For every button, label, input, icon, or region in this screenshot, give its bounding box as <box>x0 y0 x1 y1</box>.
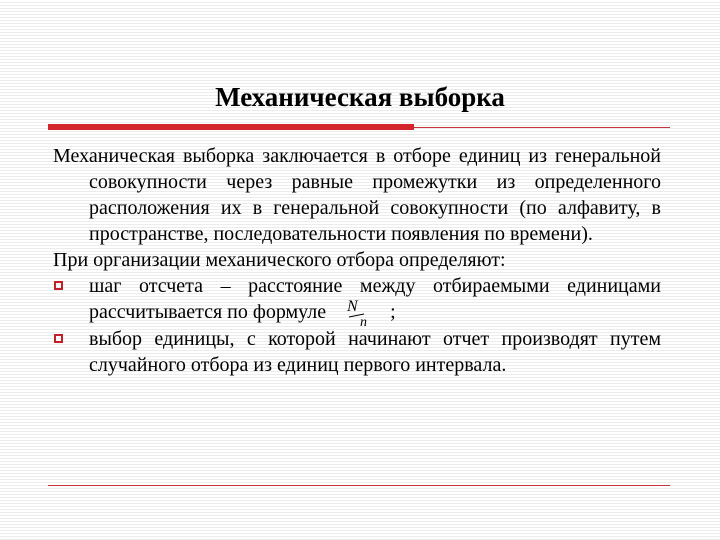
bullet-item-step <box>53 273 661 326</box>
formula-n-over-n <box>340 298 380 328</box>
bullet-item-start <box>53 326 661 378</box>
bullet-step-suffix: ; <box>390 301 396 323</box>
hollow-square-icon <box>54 334 63 343</box>
slide-body <box>53 143 661 378</box>
slide-title: Механическая выборка <box>215 82 505 112</box>
svg-text:N: N <box>347 298 358 315</box>
svg-text:n: n <box>360 315 368 328</box>
title-underline-red <box>48 124 414 130</box>
bullet-start-text: выбор единицы, с которой начинают отчет производят путем случайного отбора из единиц первого интервала. <box>89 328 661 376</box>
hollow-square-icon <box>54 281 63 290</box>
bottom-rule <box>48 485 670 486</box>
bullet-step-text: шаг отсчета – расстояние между отбираемыми единицами рассчитывается по формуле <box>89 275 661 323</box>
lead-in-paragraph: При организации механического отбора определяют: <box>53 249 506 271</box>
title-underline-thin <box>414 127 670 128</box>
definition-paragraph: Механическая выборка заключается в отборе единиц из генеральной совокупности через равные промежутки из определенного расположения их в генеральной совокупности (по алфавиту, в пространстве, последовательности появления по времени). <box>53 145 661 245</box>
